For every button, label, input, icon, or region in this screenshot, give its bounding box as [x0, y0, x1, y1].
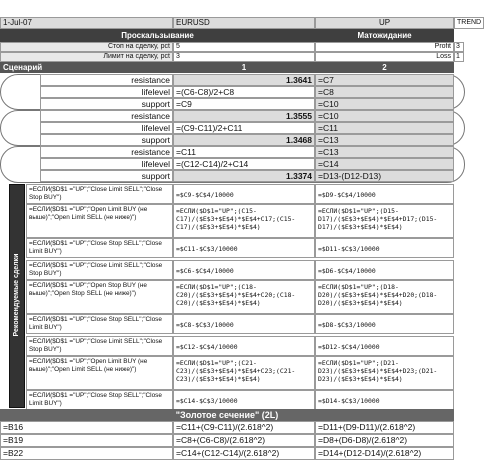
trade-action-6[interactable]: =ЕСЛИ($D$1 ="UP";"Close Limit SELL";"Close Stop BUY") [26, 336, 173, 356]
level-right-2[interactable]: =C10 [315, 98, 454, 110]
profit-value[interactable]: 3 [454, 42, 464, 52]
trade-level-1-0[interactable]: =$C9-$C$4/10000 [173, 184, 315, 204]
trade-level-1-8[interactable]: =$C14-$C$3/10000 [173, 390, 315, 410]
trade-level-1-2[interactable]: =$C11-$C$3/10000 [173, 238, 315, 258]
level-name-7: lifelevel [40, 158, 173, 170]
trade-action-3[interactable]: =ЕСЛИ($D$1 ="UP";"Close Limit SELL";"Close Stop BUY") [26, 260, 173, 280]
trade-level-1-6[interactable]: =$C12-$C$4/10000 [173, 336, 315, 356]
loss-label: Loss [315, 52, 454, 62]
golden-level-2-0[interactable]: =D11+(D9-D11)/(2.618^2) [315, 421, 454, 434]
golden-level-1-1[interactable]: =C8+(C6-C8)/(2.618^2) [173, 434, 315, 447]
recommended-trades-label: Рекомендуемые сделки [13, 253, 20, 337]
level-right-3[interactable]: =C10 [315, 110, 454, 122]
golden-ref-2[interactable]: =B22 [0, 447, 173, 460]
trade-action-8[interactable]: =ЕСЛИ($D$1 ="UP";"Close Stop SELL";"Close Limit BUY") [26, 390, 173, 410]
trade-level-2-6[interactable]: =$D12-$C$4/10000 [315, 336, 454, 356]
scenario-label: Сценарий [0, 62, 173, 73]
trade-action-5[interactable]: =ЕСЛИ($D$1 ="UP";"Close Stop SELL";"Close Limit BUY") [26, 314, 173, 334]
trade-level-1-5[interactable]: =$C8-$C$3/10000 [173, 314, 315, 334]
level-mid-1[interactable]: =(C6-C8)/2+C8 [173, 86, 315, 98]
stop-per-trade-label: Стоп на сделку, pct [0, 42, 173, 52]
level-name-1: lifelevel [40, 86, 173, 98]
level-mid-6[interactable]: =C11 [173, 146, 315, 158]
trade-level-2-7[interactable]: =ЕСЛИ($D$1="UP";(D21-D23)/($E$3+$E$4)*$E$4+D23;(D21-D23)/($E$3+$E$4)*$E$4) [315, 356, 454, 390]
limit-per-trade-value[interactable]: 3 [173, 52, 315, 62]
level-right-0[interactable]: =C7 [315, 74, 454, 86]
trade-level-2-3[interactable]: =$D6-$C$4/10000 [315, 260, 454, 280]
level-right-1[interactable]: =C8 [315, 86, 454, 98]
scenario-col-1: 1 [173, 62, 315, 73]
level-mid-0[interactable]: 1.3641 [173, 74, 315, 86]
waiting-header: Матожидание [315, 29, 454, 42]
trade-level-2-2[interactable]: =$D11-$C$3/10000 [315, 238, 454, 258]
golden-ref-0[interactable]: =B16 [0, 421, 173, 434]
trade-level-1-3[interactable]: =$C6-$C$4/10000 [173, 260, 315, 280]
level-right-5[interactable]: =C13 [315, 134, 454, 146]
trade-level-2-8[interactable]: =$D14-$C$3/10000 [315, 390, 454, 410]
level-mid-3[interactable]: 1.3555 [173, 110, 315, 122]
date-cell[interactable]: 1-Jul-07 [0, 17, 173, 29]
level-right-6[interactable]: =C13 [315, 146, 454, 158]
golden-level-1-0[interactable]: =C11+(C9-C11)/(2.618^2) [173, 421, 315, 434]
golden-level-1-2[interactable]: =C14+(C12-C14)/(2.618^2) [173, 447, 315, 460]
profit-label: Profit [315, 42, 454, 52]
level-name-8: support [40, 170, 173, 182]
level-name-4: lifelevel [40, 122, 173, 134]
golden-title: "Золотое сечение" (2L) [0, 409, 454, 421]
trade-action-4[interactable]: =ЕСЛИ($D$1 ="UP";"Open Stop BUY (не выше)";"Open Stop SELL (не ниже)") [26, 280, 173, 314]
level-mid-5[interactable]: 1.3468 [173, 134, 315, 146]
trade-level-1-4[interactable]: =ЕСЛИ($D$1="UP";(C18-C20)/($E$3+$E$4)*$E$4+C20;(C18-C20)/($E$3+$E$4)*$E$4) [173, 280, 315, 314]
direction-cell[interactable]: UP [315, 17, 454, 29]
golden-ref-1[interactable]: =B19 [0, 434, 173, 447]
golden-level-2-2[interactable]: =D14+(D12-D14)/(2.618^2) [315, 447, 454, 460]
loss-value[interactable]: 1 [454, 52, 464, 62]
level-mid-2[interactable]: =C9 [173, 98, 315, 110]
trade-action-1[interactable]: =ЕСЛИ($D$1 ="UP";"Open Limit BUY (не выше)";"Open Limit SELL (не ниже)") [26, 204, 173, 238]
level-right-8[interactable]: =D13-(D12-D13) [315, 170, 454, 182]
scenario-col-2: 2 [315, 62, 454, 73]
trade-level-2-4[interactable]: =ЕСЛИ($D$1="UP";(D18-D20)/($E$3+$E$4)*$E$4+D20;(D18-D20)/($E$3+$E$4)*$E$4) [315, 280, 454, 314]
trade-action-2[interactable]: =ЕСЛИ($D$1 ="UP";"Close Stop SELL";"Close Limit BUY") [26, 238, 173, 258]
trade-action-0[interactable]: =ЕСЛИ($D$1 ="UP";"Close Limit SELL";"Close Stop BUY") [26, 184, 173, 204]
level-name-5: support [40, 134, 173, 146]
trend-label-cell[interactable]: TREND [454, 17, 484, 29]
level-name-6: resistance [40, 146, 173, 158]
limit-per-trade-label: Лимит на сделку, pct [0, 52, 173, 62]
level-name-0: resistance [40, 74, 173, 86]
trade-level-2-5[interactable]: =$D8-$C$3/10000 [315, 314, 454, 334]
slippage-header: Проскальзывание [0, 29, 315, 42]
level-mid-8[interactable]: 1.3374 [173, 170, 315, 182]
pair-cell[interactable]: EURUSD [173, 17, 315, 29]
level-name-2: support [40, 98, 173, 110]
trade-level-1-7[interactable]: =ЕСЛИ($D$1="UP";(C21-C23)/($E$3+$E$4)*$E$4+C23;(C21-C23)/($E$3+$E$4)*$E$4) [173, 356, 315, 390]
level-right-7[interactable]: =C14 [315, 158, 454, 170]
trade-action-7[interactable]: =ЕСЛИ($D$1 ="UP";"Open Limit BUY (не выше)";"Open Limit SELL (не ниже)") [26, 356, 173, 390]
level-mid-7[interactable]: =(C12-C14)/2+C14 [173, 158, 315, 170]
trade-level-2-1[interactable]: =ЕСЛИ($D$1="UP";(D15-D17)/($E$3+$E$4)*$E$4+D17;(D15-D17)/($E$3+$E$4)*$E$4) [315, 204, 454, 238]
trade-level-1-1[interactable]: =ЕСЛИ($D$1="UP";(C15-C17)/($E$3+$E$4)*$E$4+C17;(C15-C17)/($E$3+$E$4)*$E$4) [173, 204, 315, 238]
level-right-4[interactable]: =C11 [315, 122, 454, 134]
trade-level-2-0[interactable]: =$D9-$C$4/10000 [315, 184, 454, 204]
level-mid-4[interactable]: =(C9-C11)/2+C11 [173, 122, 315, 134]
golden-level-2-1[interactable]: =D8+(D6-D8)/(2.618^2) [315, 434, 454, 447]
stop-per-trade-value[interactable]: 5 [173, 42, 315, 52]
level-name-3: resistance [40, 110, 173, 122]
